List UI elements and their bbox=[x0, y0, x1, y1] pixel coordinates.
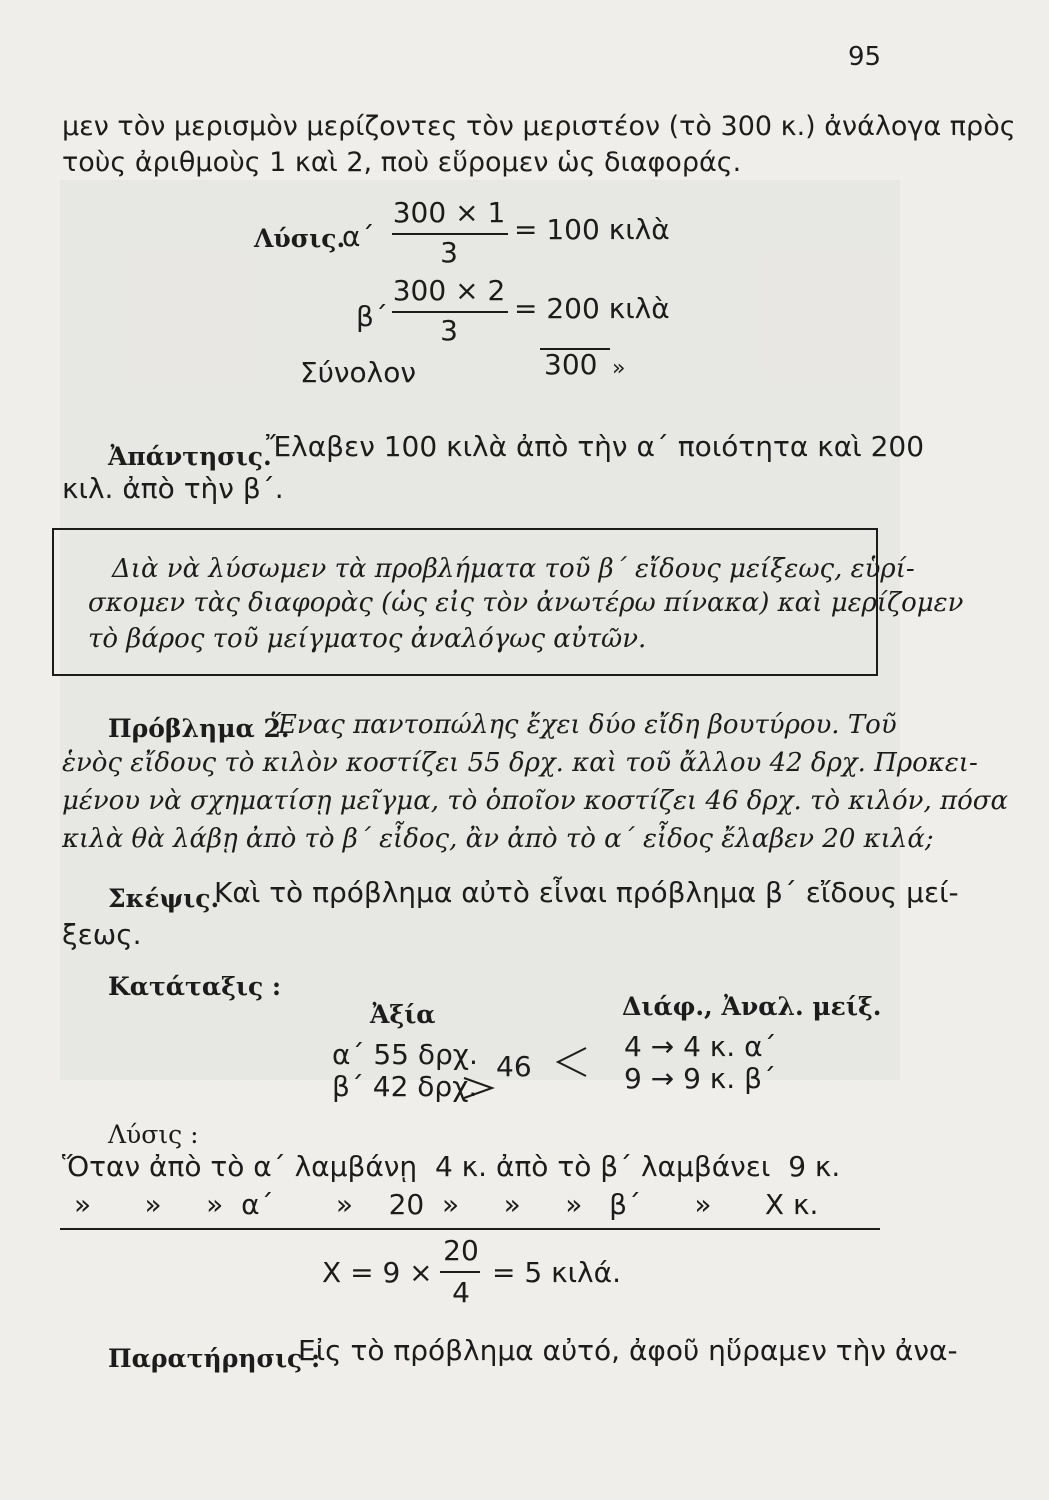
arrangement-middle-value: 46 bbox=[496, 1050, 532, 1083]
arrangement-row1-value: α΄ 55 δρχ. bbox=[332, 1038, 478, 1071]
thought-line-1: Καὶ τὸ πρόβλημα αὐτὸ εἶναι πρόβλημα β΄ εἴδους μεί- bbox=[214, 876, 959, 909]
fraction1-bar bbox=[392, 233, 508, 235]
arrangement-row2-diff: 9 → 9 κ. β΄ bbox=[624, 1062, 776, 1095]
fraction2-denominator: 3 bbox=[440, 314, 458, 347]
fraction1-denominator: 3 bbox=[440, 236, 458, 269]
arrangement-row1-diff: 4 → 4 κ. α΄ bbox=[624, 1030, 777, 1063]
rule-box-left bbox=[52, 528, 54, 676]
intro-line-2: τοὺς ἀριθμοὺς 1 καὶ 2, ποὺ εὕρομεν ὡς διαφοράς. bbox=[62, 147, 742, 178]
thought-line-2: ξεως. bbox=[62, 918, 142, 951]
solution1-result2: = 200 κιλὰ bbox=[514, 292, 670, 325]
arrangement-row2-value: β΄ 42 δρχ. bbox=[332, 1070, 478, 1103]
fraction1-numerator: 300 × 1 bbox=[392, 196, 506, 229]
solution2-eq-numerator: 20 bbox=[443, 1234, 479, 1267]
intro-line-1: μεν τὸν μερισμὸν μερίζοντες τὸν μεριστέον (τὸ 300 κ.) ἀνάλογα πρὸς bbox=[62, 111, 1016, 142]
arrangement-col-value: Ἀξία bbox=[370, 1000, 436, 1029]
solution2-rule bbox=[60, 1228, 880, 1230]
remark-label: Παρατήρησις : bbox=[108, 1344, 321, 1373]
solution2-eq-rhs: = 5 κιλά. bbox=[492, 1256, 621, 1289]
answer-label: Ἀπάντησις. bbox=[108, 442, 272, 471]
rule-box bbox=[52, 528, 964, 676]
solution1-result1: = 100 κιλὰ bbox=[514, 213, 670, 246]
rule-box-line-2: σκομεν τὰς διαφορὰς (ὡς εἰς τὸν ἀνωτέρω πίνακα) καὶ μερίζομεν bbox=[88, 588, 964, 618]
rule-box-top bbox=[52, 528, 878, 530]
thought-label: Σκέψις. bbox=[108, 884, 220, 913]
solution1-beta: β΄ bbox=[356, 300, 388, 333]
solution1-total-value: 300 bbox=[544, 348, 598, 381]
solution2-line-1: Ὅταν ἀπὸ τὸ α΄ λαμβάνῃ 4 κ. ἀπὸ τὸ β΄ λαμβάνει 9 κ. bbox=[62, 1150, 841, 1183]
solution2-line-2: » » » α΄ » 20 » » » β΄ » Χ κ. bbox=[74, 1188, 819, 1221]
rule-box-line-3: τὸ βάρος τοῦ μείγματος ἀναλόγως αὐτῶν. bbox=[88, 624, 647, 654]
greater-than-sign bbox=[464, 1078, 492, 1098]
rule-box-bottom bbox=[52, 674, 878, 676]
solution1-total-ditto: » bbox=[612, 356, 626, 381]
solution1-total-label: Σύνολον bbox=[300, 356, 417, 389]
answer-line-2: κιλ. ἀπὸ τὴν β΄. bbox=[62, 472, 284, 505]
problem2-label: Πρόβλημα 2. bbox=[108, 714, 290, 743]
problem2-line-4: κιλὰ θὰ λάβῃ ἀπὸ τὸ β΄ εἶδος, ἂν ἀπὸ τὸ α΄ εἶδος ἔλαβεν 20 κιλά; bbox=[62, 824, 934, 854]
fraction2-bar bbox=[392, 311, 508, 313]
less-than-sign bbox=[558, 1048, 586, 1076]
fraction2-numerator: 300 × 2 bbox=[392, 274, 506, 307]
arrangement-col-diff: Διάφ., Ἀναλ. μείξ. bbox=[622, 992, 882, 1021]
solution2-eq-bar bbox=[440, 1271, 480, 1273]
solution1-label: Λύσις. bbox=[254, 224, 346, 253]
problem2-line-2: ἑνὸς εἴδους τὸ κιλὸν κοστίζει 55 δρχ. καὶ τοῦ ἄλλου 42 δρχ. Προκει- bbox=[62, 748, 978, 778]
problem2-line-1: Ἕνας παντοπώλης ἔχει δύο εἴδη βουτύρου. Τοῦ bbox=[270, 710, 897, 740]
arrangement-label: Κατάταξις : bbox=[108, 972, 282, 1001]
mixing-cross-diagram bbox=[462, 1030, 632, 1100]
page-number: 95 bbox=[848, 42, 882, 72]
solution2-eq-denominator: 4 bbox=[452, 1276, 470, 1309]
remark-text: Εἰς τὸ πρόβλημα αὐτό, ἀφοῦ ηὕραμεν τὴν ἀνα- bbox=[298, 1334, 958, 1367]
solution2-label: Λύσις : bbox=[108, 1120, 199, 1149]
rule-box-line-1: Διὰ νὰ λύσωμεν τὰ προβλήματα τοῦ β΄ εἴδους μείξεως, εὑρί- bbox=[112, 554, 915, 584]
answer-line-1: Ἔλαβεν 100 κιλὰ ἀπὸ τὴν α΄ ποιότητα καὶ 200 bbox=[266, 430, 925, 463]
solution1-alpha: α΄ bbox=[342, 220, 375, 253]
problem2-line-3: μένου νὰ σχηματίσῃ μεῖγμα, τὸ ὁποῖον κοστίζει 46 δρχ. τὸ κιλόν, πόσα bbox=[62, 786, 1009, 816]
solution2-eq-lhs: Χ = 9 × bbox=[322, 1256, 433, 1289]
